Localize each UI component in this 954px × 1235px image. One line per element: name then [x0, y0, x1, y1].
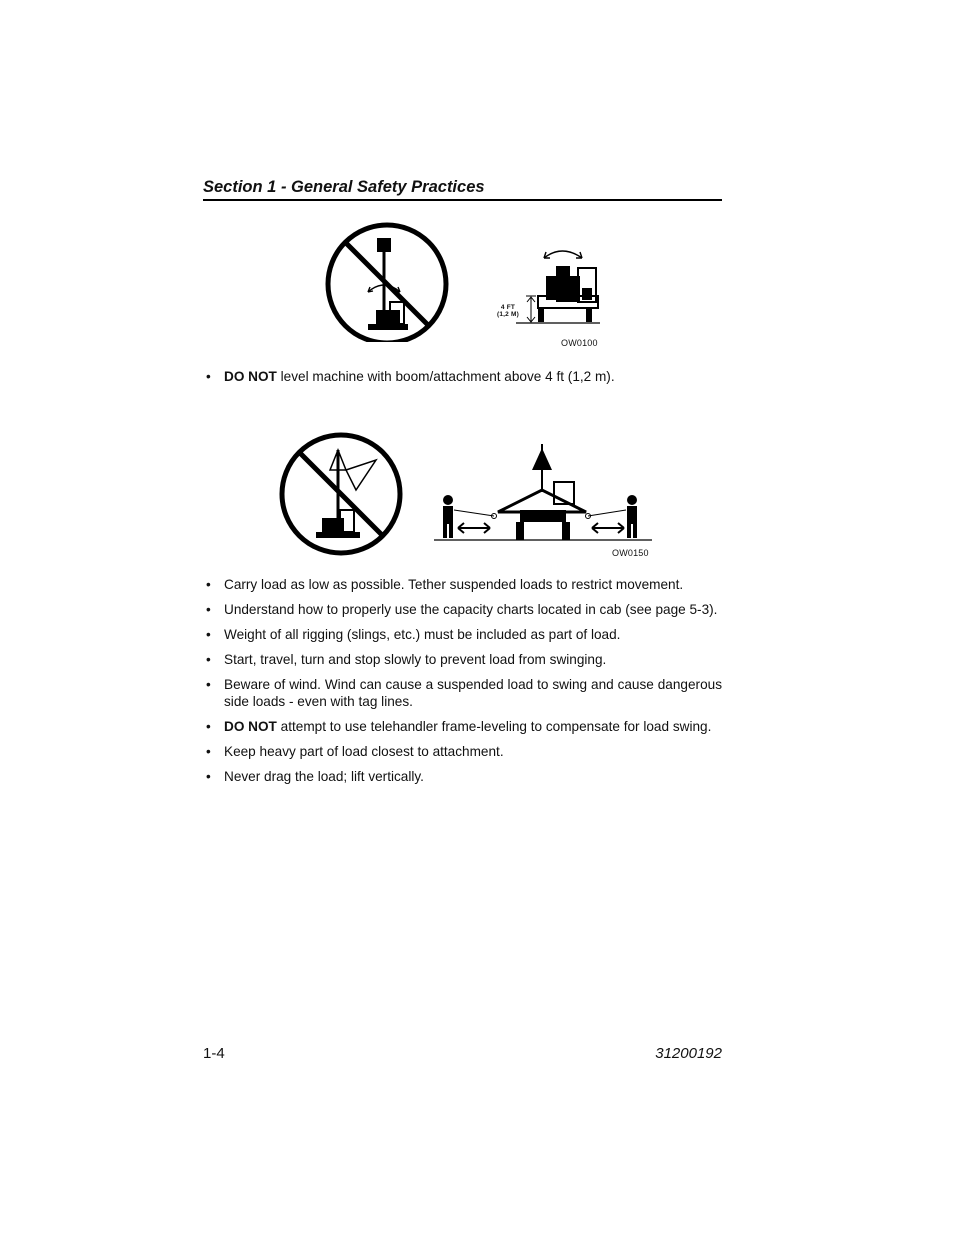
figure-level-machine-illustration	[320, 222, 620, 342]
bullet-icon: •	[206, 602, 211, 617]
bullet-icon: •	[206, 652, 211, 667]
list-item-text: Carry load as low as possible. Tether suspended loads to restrict movement.	[224, 577, 684, 592]
list-item-text: Keep heavy part of load closest to attachment.	[224, 744, 504, 759]
emphasis-text: DO NOT	[224, 369, 277, 384]
bullet-list-load-handling	[206, 576, 722, 785]
list-item	[206, 718, 722, 735]
list-item	[206, 651, 722, 668]
list-item	[206, 676, 722, 710]
list-item-text: Never drag the load; lift vertically.	[224, 769, 424, 784]
dimension-label	[497, 304, 519, 318]
list-item	[206, 743, 722, 760]
document-number: 31200192	[655, 1045, 722, 1062]
bullet-icon: •	[206, 577, 211, 592]
list-item-text: Beware of wind. Wind can cause a suspended load to swing and cause dangerous side loads - even with tag lines.	[224, 677, 722, 709]
bullet-icon: •	[206, 369, 211, 384]
prohibited-raised-boom-icon	[328, 225, 446, 342]
figure-tag-lines	[276, 430, 656, 560]
section-header	[203, 176, 722, 198]
list-item-text: attempt to use telehandler frame-leveling to compensate for load swing.	[276, 719, 712, 734]
bullet-icon: •	[206, 744, 211, 759]
list-item	[206, 368, 722, 385]
list-item-text: Weight of all rigging (slings, etc.) must be included as part of load.	[224, 627, 621, 642]
dimension-label-ft: 4 FT	[500, 304, 516, 311]
list-item	[206, 601, 722, 618]
bullet-icon: •	[206, 627, 211, 642]
allowed-low-boom-icon	[516, 251, 600, 323]
figure-code: OW0150	[612, 548, 649, 558]
figure-tag-lines-illustration	[276, 430, 656, 560]
list-item-text: Start, travel, turn and stop slowly to prevent load from swinging.	[224, 652, 607, 667]
prohibited-swinging-load-icon	[282, 435, 400, 553]
figure-level-machine	[320, 222, 620, 348]
bullet-icon: •	[206, 769, 211, 784]
emphasis-text: DO NOT	[224, 719, 277, 734]
list-item-text: Understand how to properly use the capacity charts located in cab (see page 5-3).	[224, 602, 718, 617]
bullet-icon: •	[206, 677, 211, 692]
bullet-icon: •	[206, 719, 211, 734]
list-item	[206, 768, 722, 785]
bullet-list-leveling	[206, 368, 722, 385]
list-item	[206, 626, 722, 643]
section-title: Section 1 - General Safety Practices	[203, 178, 485, 196]
page-number: 1-4	[203, 1045, 225, 1062]
header-rule	[203, 199, 722, 201]
list-item	[206, 576, 722, 593]
figure-code: OW0100	[561, 338, 598, 348]
dimension-label-m: (1,2 M)	[497, 311, 519, 318]
tag-lines-scene-icon	[434, 444, 652, 540]
list-item-text: level machine with boom/attachment above 4 ft (1,2 m).	[276, 369, 615, 384]
